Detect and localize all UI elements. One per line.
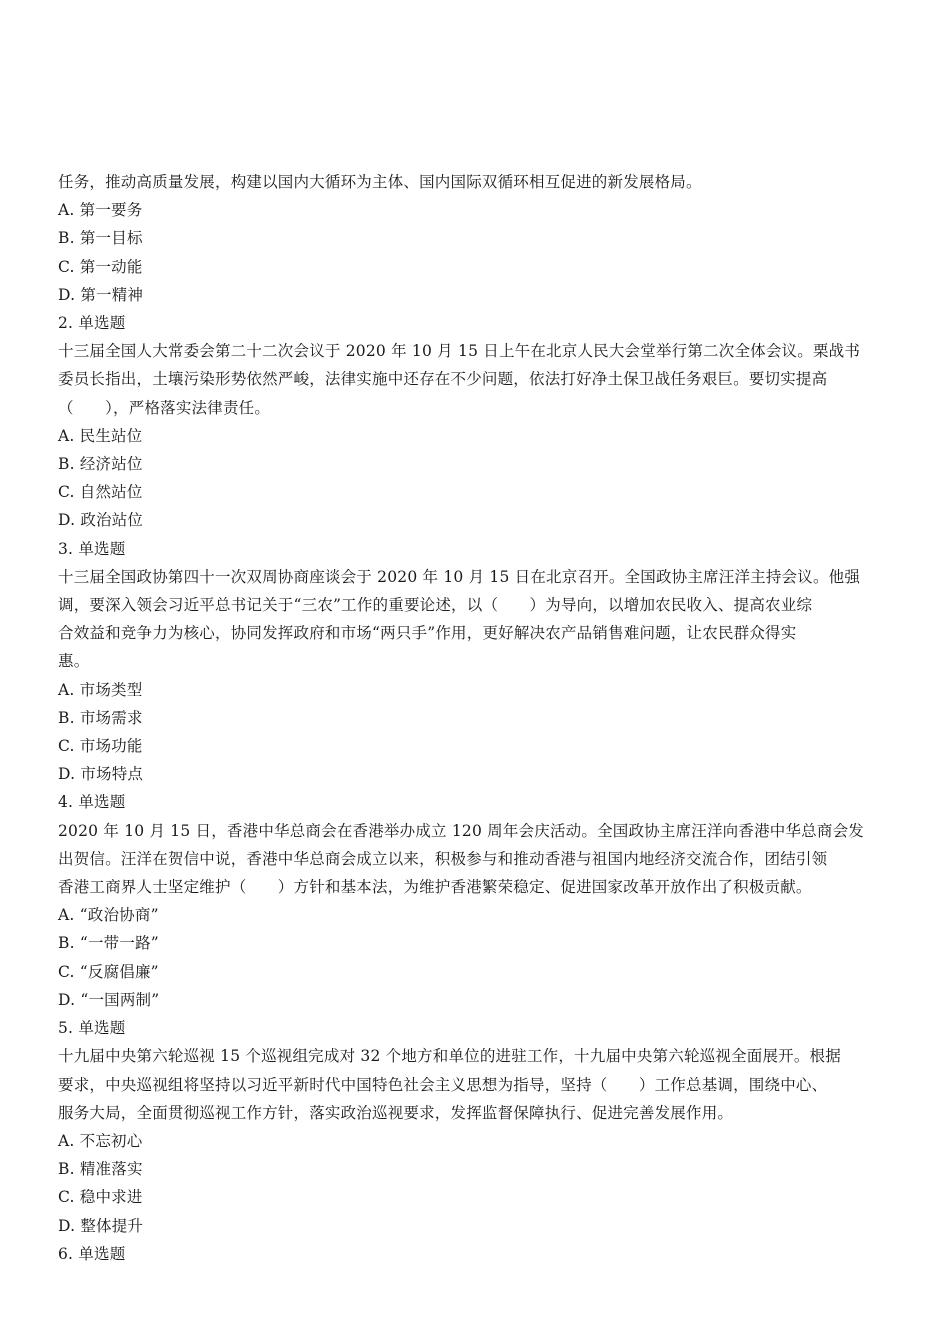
- question-header: 6. 单选题: [58, 1244, 126, 1263]
- option-d: D. 整体提升: [58, 1216, 144, 1235]
- question-4: [58, 788, 890, 1014]
- option-d: D. 市场特点: [58, 765, 144, 784]
- question-text-line: 要求，中央巡视组将坚持以习近平新时代中国特色社会主义思想为指导，坚持（ ）工作总基调，围绕中心、: [58, 1075, 828, 1094]
- option-c: C. 稳中求进: [58, 1188, 143, 1207]
- question-text-line: 合效益和竞争力为核心，协同发挥政府和市场“两只手”作用，更好解决农产品销售难问题，让农民群众得实: [58, 624, 797, 643]
- question-text-line: 十三届全国人大常委会第二十二次会议于 2020 年 10 月 15 日上午在北京人民大会堂举行第二次全体会议。栗战书: [58, 342, 861, 361]
- question-2: [58, 309, 890, 535]
- intro-fragment: 任务，推动高质量发展，构建以国内大循环为主体、国内国际双循环相互促进的新发展格局。: [58, 173, 702, 191]
- intro-option-b: B. 第一目标: [58, 229, 143, 248]
- option-b: B. 精准落实: [58, 1160, 143, 1179]
- question-text-line: 2020 年 10 月 15 日，香港中华总商会在香港举办成立 120 周年会庆活动。全国政协主席汪洋向香港中华总商会发: [58, 821, 864, 840]
- option-c: C. 市场功能: [58, 737, 143, 756]
- question-header: 2. 单选题: [58, 314, 126, 333]
- option-c: C. “反腐倡廉”: [58, 962, 159, 981]
- intro-option-a: A. 第一要务: [58, 201, 143, 220]
- question-text-line: 十三届全国政协第四十一次双周协商座谈会于 2020 年 10 月 15 日在北京召开。全国政协主席汪洋主持会议。他强: [58, 567, 861, 586]
- question-5: [58, 1014, 890, 1240]
- question-text-line: 香港工商界人士坚定维护（ ）方针和基本法，为维护香港繁荣稳定、促进国家改革开放作出了积极贡献。: [58, 878, 812, 897]
- intro-option-c: C. 第一动能: [58, 257, 143, 276]
- option-d: D. 政治站位: [58, 511, 144, 530]
- question-text-line: 调，要深入领会习近平总书记关于“三农”工作的重要论述，以（ ）为导向，以增加农民收入、提高农业综: [58, 596, 813, 615]
- question-header: 5. 单选题: [58, 1019, 126, 1038]
- option-b: B. “一带一路”: [58, 934, 159, 953]
- intro-option-d: D. 第一精神: [58, 285, 144, 304]
- question-header: 4. 单选题: [58, 793, 126, 812]
- document-page: [58, 168, 890, 1268]
- option-b: B. 市场需求: [58, 708, 143, 727]
- option-a: A. 市场类型: [58, 680, 143, 699]
- question-text-line: 出贺信。汪洋在贺信中说，香港中华总商会成立以来，积极参与和推动香港与祖国内地经济交流合作，团结引领: [58, 849, 828, 868]
- question-text-line: （ ），严格落实法律责任。: [58, 398, 271, 417]
- question-text-line: 惠。: [58, 652, 90, 671]
- option-d: D. “一国两制”: [58, 990, 160, 1009]
- question-3: [58, 535, 890, 789]
- question-text-line: 十九届中央第六轮巡视 15 个巡视组完成对 32 个地方和单位的进驻工作，十九届中央第六轮巡视全面展开。根据: [58, 1047, 841, 1066]
- option-c: C. 自然站位: [58, 483, 143, 502]
- question-6: [58, 1240, 890, 1268]
- question-text-line: 服务大局，全面贯彻巡视工作方针，落实政治巡视要求，发挥监督保障执行、促进完善发展作用。: [58, 1103, 734, 1122]
- option-a: A. 民生站位: [58, 426, 143, 445]
- question-header: 3. 单选题: [58, 539, 126, 558]
- option-a: A. “政治协商”: [58, 906, 159, 925]
- question-text-line: 委员长指出，土壤污染形势依然严峻，法律实施中还存在不少问题，依法打好净土保卫战任务艰巨。要切实提高: [58, 370, 828, 389]
- option-a: A. 不忘初心: [58, 1131, 143, 1150]
- option-b: B. 经济站位: [58, 455, 143, 474]
